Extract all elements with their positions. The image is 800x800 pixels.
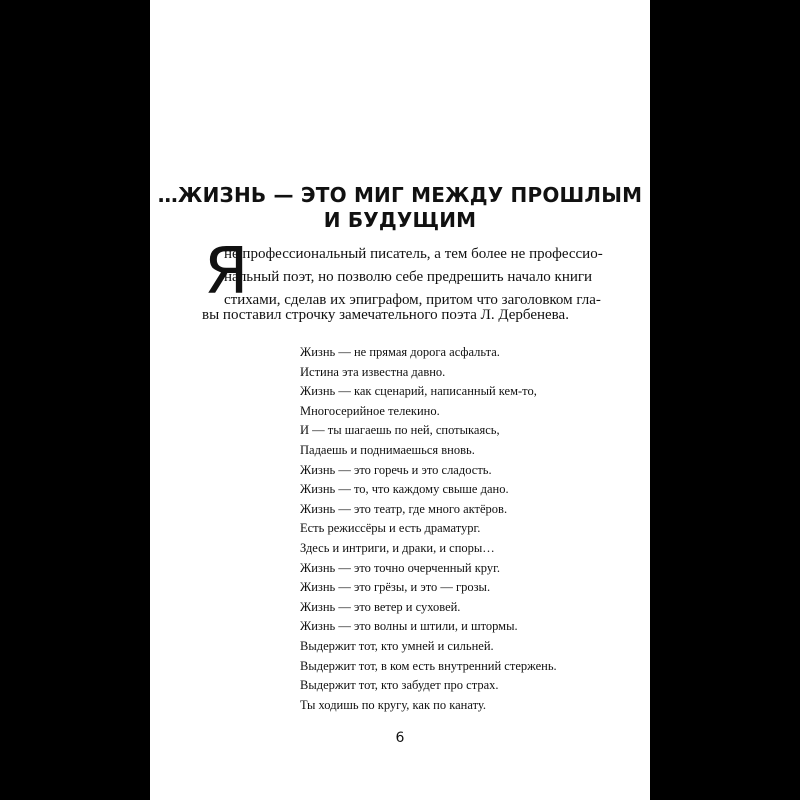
poem-line: И — ты шагаешь по ней, спотыкаясь, <box>300 423 500 438</box>
intro-line-4: вы поставил строчку замечательного поэта Л. Дербенева. <box>202 307 569 323</box>
book-page <box>150 0 650 800</box>
poem-line: Есть режиссёры и есть драматург. <box>300 521 481 536</box>
poem-line: Жизнь — не прямая дорога асфальта. <box>300 345 500 359</box>
poem-line: Жизнь — это горечь и это сладость. <box>300 462 492 477</box>
page-number: 6 <box>395 730 405 746</box>
poem-epigraph <box>300 343 557 715</box>
poem-line: Ты ходишь по кругу, как по канату. <box>300 697 487 712</box>
poem-line: Истина эта известна давно. <box>300 364 446 379</box>
intro-line-2: нальный поэт, но позволю себе предрешить начало книги <box>224 269 593 285</box>
chapter-title <box>150 183 650 233</box>
poem-line: Жизнь — это точно очерченный круг. <box>300 560 500 575</box>
poem-line: Жизнь — это театр, где много актёров. <box>300 501 508 516</box>
poem-line: Падаешь и поднимаешься вновь. <box>300 442 475 457</box>
poem-line: Жизнь — это грёзы, и это — грозы. <box>300 580 491 595</box>
poem-line: Многосерийное телекино. <box>300 403 440 418</box>
poem-line: Жизнь — это волны и штили, и штормы. <box>300 619 518 634</box>
chapter-title-line-2: И БУДУЩИМ <box>323 208 477 232</box>
intro-line-1: не профессиональный писатель, а тем более не профессио- <box>224 246 603 262</box>
poem-line: Жизнь — как сценарий, написанный кем-то, <box>300 384 537 399</box>
poem-line: Жизнь — то, что каждому свыше дано. <box>300 482 509 497</box>
drop-cap-letter: Я <box>204 235 249 309</box>
intro-line-3: стихами, сделав их эпиграфом, притом что заголовком гла- <box>224 292 601 308</box>
poem-line: Выдержит тот, кто умней и сильней. <box>300 638 494 653</box>
poem-line: Выдержит тот, кто забудет про страх. <box>300 678 499 693</box>
poem-line: Здесь и интриги, и драки, и споры… <box>300 540 495 555</box>
poem-line: Жизнь — это ветер и суховей. <box>300 599 461 614</box>
poem-line: Выдержит тот, в ком есть внутренний стержень. <box>300 658 557 673</box>
chapter-title-line-1: …ЖИЗНЬ — ЭТО МИГ МЕЖДУ ПРОШЛЫМ <box>157 183 643 207</box>
